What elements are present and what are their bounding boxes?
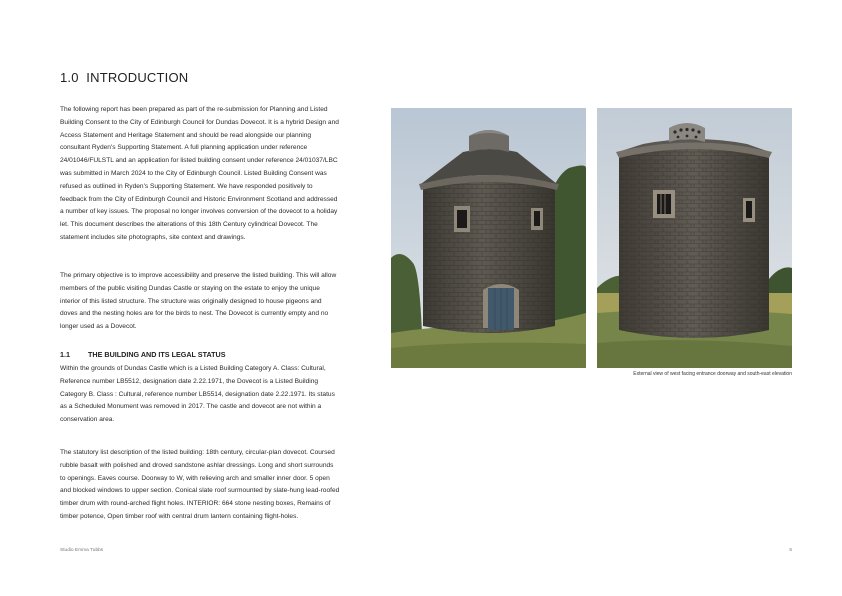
page-title xyxy=(60,70,188,85)
intro-paragraph-1 xyxy=(60,104,340,245)
section-title: THE BUILDING AND ITS LEGAL STATUS xyxy=(88,350,226,359)
intro-paragraph-2-text: The primary objective is to improve accessibility and preserve the listed building. This will allow members of the public visiting Dundas Castle or staying on the estate to enjoy the unique interior of this listed structure. The structure was originally designed to house pigeons and doves and the nesting holes are for the birds to nest. The Dovecot is currently empty and no longer used as a Dovecot. xyxy=(60,272,337,331)
section-heading xyxy=(60,350,226,359)
photo-caption: External view of west facing entrance doorway and south-east elevation xyxy=(633,371,792,377)
footer-page-number: 5 xyxy=(789,548,792,553)
dovecot-south-east-illustration xyxy=(597,108,792,368)
heading-number: 1.0 xyxy=(60,70,79,85)
intro-paragraph-2 xyxy=(60,270,340,334)
dovecot-south-east-photo xyxy=(597,108,792,368)
footer-studio-name: Studio Emma Tubbs xyxy=(60,548,104,553)
dovecot-west-photo xyxy=(391,108,586,368)
legal-status-paragraph-1-text: Within the grounds of Dundas Castle which is a Listed Building Category A. Class: Cultural, Reference number LB5512, designation date 2.22.1971, the Dovecot is a Listed Building Category B. Class : Cultural, reference number LB5514, designation date 2.22.1971. Its status as a Scheduled Monument was removed in 2017. The castle and dovecot are not within a conservation area. xyxy=(60,365,335,424)
dovecot-west-illustration xyxy=(391,108,586,368)
intro-paragraph-1-text: The following report has been prepared as part of the re-submission for Planning and Listed Building Consent to the City of Edinburgh Council for Dundas Dovecot. It is a hybrid Design and Access Statement and Heritage Statement and should be read alongside our planning consultant Ryden's Supporting Statement. A full planning application under reference 24/01046/FULSTL and an application for listed building consent under reference 24/01037/LBC was submitted in March 2024 to the City of Edinburgh Council. Listed Building Consent was refused as outlined in Ryden's Supporting Statement. We have responded positively to feedback from the City of Edinburgh Council and Historic Environment Scotland and addressed a number of key issues. The proposal no longer involves conversion of the dovecot to a holiday let. This document describes the alterations of this 18th Century cylindrical Dovecot. The statement includes site photographs, site context and drawings. xyxy=(60,106,339,241)
legal-status-paragraph-2-text: The statutory list description of the listed building: 18th century, circular-plan dovecot. Coursed rubble basalt with polished and droved sandstone ashlar dressings. Long and short surrounds to openings. Eaves course. Doorway to W, with relieving arch and smaller inner door. 5 open and blocked windows to upper section. Conical slate roof surmounted by slate-hung lead-roofed timber drum with round-arched flight holes. INTERIOR: 664 stone nesting boxes, Remains of timber potence, Open timber roof with central drum lantern containing flight-holes. xyxy=(60,449,340,520)
legal-status-paragraph-2 xyxy=(60,447,340,524)
section-number: 1.1 xyxy=(60,350,70,359)
heading-title: INTRODUCTION xyxy=(86,70,189,85)
legal-status-paragraph-1 xyxy=(60,363,340,427)
